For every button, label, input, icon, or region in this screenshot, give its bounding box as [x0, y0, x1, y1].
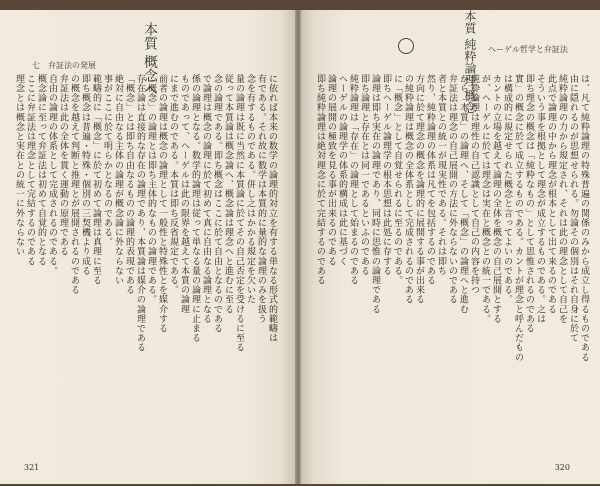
right-text-column: は、凡て純粋論理の特殊普遍の関係のみから成立し得るものである [579, 74, 589, 362]
left-text-column: 絶対に自由なる主体の論理が概念論に外ならない [113, 74, 123, 286]
right-text-body [315, 74, 589, 442]
right-text-column: 然り、純粋論理の体系は凡てを包括するのである [425, 74, 435, 286]
left-page-number: 321 [24, 463, 40, 472]
right-text-column: 弁証法は理念の自己展開の方法に外ならないのである [447, 74, 457, 305]
left-text-column: の概念を越えて判断と推理とが展開されるのである [69, 74, 79, 295]
right-text-column: に「概念」として自覚せられるに至るのである。 [392, 74, 402, 286]
left-text-column: 念の論理である。即ち概念はここに於て自由となるのである [212, 74, 222, 334]
right-text-column: 即ち純粋論理は絶対理念に於て完結するのである [315, 74, 325, 286]
book-gutter [295, 10, 301, 484]
right-text-column: そういう事を根拠として理念が成立するものである。之は [535, 74, 545, 324]
left-text-column: 前者の論理は概念の論理として一般性と特殊性とを媒介する [157, 74, 167, 334]
right-text-column: から「本質」の論理へ、そして「概念」の論理へと進む [458, 74, 468, 314]
left-text-body [14, 74, 276, 442]
right-page [298, 10, 600, 484]
right-text-column: カントの立場を越えて論理の全体を概念の自己展開とする [491, 74, 501, 324]
left-text-column: 係の論理となる。数学的論理は従って単なる量の論理に止まる [190, 74, 200, 343]
handwritten-note-right: 本質 純粋論理 概念 [463, 10, 477, 114]
handwritten-note-left: 本質 概念へ [142, 22, 158, 97]
left-text-column: 「概念」の論理とは即ち主体的なものの論理である。 [146, 74, 156, 305]
left-text-column: で論理は概念の論理に於て初めて真に自由なる論理となる [201, 74, 211, 324]
right-text-column: 此点で論理の中から理念が根本として出て来るのである [546, 74, 556, 314]
right-running-header: ヘーゲル哲学と弁証法 [488, 45, 568, 54]
right-page-number: 320 [554, 463, 570, 472]
left-text-column: 概念論に至って弁証法は初めて自覚的となる [36, 74, 46, 266]
right-text-column: 即ちヘーゲル論理学の根本思想は此処に存する [381, 74, 391, 276]
right-text-column: 純粋論理は理性の自己認識として自己の内容を持つ [469, 74, 479, 295]
right-text-column: が、ヘーゲルに於ては理念は実在と概念との統一である。 [480, 74, 490, 324]
left-text-column: ここに弁証法は理念として完結するのである [25, 74, 35, 266]
right-text-column: 論理の展開の極致を見る事が出来るのである [326, 74, 336, 266]
right-text-column: は構成的に規定せられた概念と言ってよいのである。 [502, 74, 512, 305]
left-text-column: 量の論理は既に当然に本質論に於てその自己否定を受けるに至る [234, 74, 244, 353]
left-text-column: 弁証法は此の全体を貫く運動の原理である [58, 74, 68, 257]
left-text-column: 即ち概念は普遍・特殊・個別の三契機より成る [80, 74, 90, 276]
right-text-column: ヘーゲルの論理学の体系的構成は此に基づく [337, 74, 347, 266]
left-text-column: 従って本質論は概念論へ、概念論は理念へと進むに至る [223, 74, 233, 314]
left-text-column: 「概念」とは即ち自由なるものの論理的表現である [124, 74, 134, 295]
right-text-column: 即ち理念の概念は「純粋なもの」として思惟されるのである [524, 74, 534, 334]
left-text-column: 念を有するものである。併し之はかかる規定を欠いた [245, 74, 255, 305]
left-text-column: ものであって、ヘーゲルは此の限界を越えて本質の論理 [179, 74, 189, 314]
left-text-column: 範疇的に「概念」に於て初めて論理は真理に至る [91, 74, 101, 286]
right-text-column: 即ち論理と存在とは同一であるといふのである [359, 74, 369, 276]
right-text-column: 純粋論理の力から規定され、それは此の理念として自己を [557, 74, 567, 324]
left-text-column: 存在論は直接的な存在の論理であり、本質論は媒介の論理である [135, 74, 145, 353]
left-running-header: 七 弁証法の発展 [32, 61, 96, 70]
left-text-column: 有である。それ故に数学は本質的に量的な論理のみを扱う [256, 74, 266, 324]
left-text-column: 事がここに於て明らかとなるのである。 [102, 74, 112, 247]
right-text-column: 論理は即ち実在の論理であり、同時に思惟の論理である [370, 74, 380, 314]
handwritten-circle-mark [398, 38, 414, 54]
right-text-column: 方向に於て理念の概念を論理的に展開する事が出来る [414, 74, 424, 305]
right-text-column: の純粋論理は概念の全体系として完成されるのである [403, 74, 413, 305]
left-text-column: に依れば本来の数学の論理的対立を有する単なる形式的範疇は [267, 74, 277, 343]
right-text-column: 由に隠れるのが思想せられる。勿論その個別はそれ自身に於て [568, 74, 578, 343]
left-text-column: 理念とは概念と実在との統一に外ならない [14, 74, 24, 257]
left-text-column: 自由の論理の体系として完成されるのである。 [47, 74, 57, 276]
right-text-column: 實」の概念に於て成立するものである。カントが理念と呼んだもの [513, 74, 523, 362]
left-text-column: にまで進むのである。本質は即ち反省規定である。 [168, 74, 178, 295]
right-text-column: 純粋論理は「存在」の論理として始まるのである [348, 74, 358, 286]
right-text-column: 者と本質との統一が現実性である。それは即ち [436, 74, 446, 276]
